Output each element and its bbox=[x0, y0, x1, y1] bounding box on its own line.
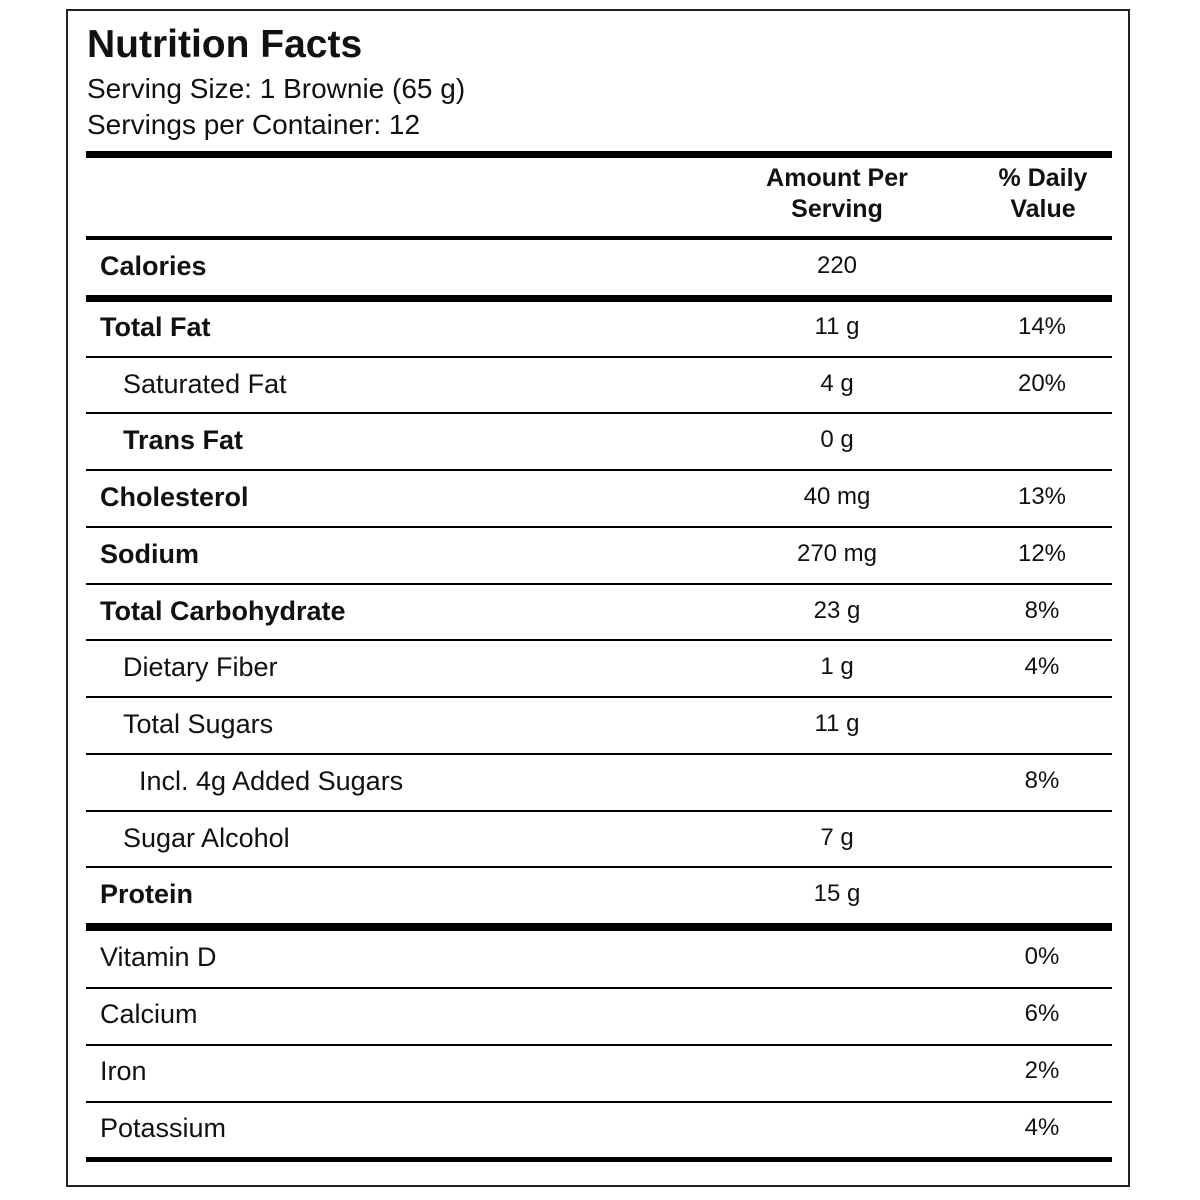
thick-rule-bottom bbox=[86, 1157, 1112, 1162]
nutrient-daily-value: 8% bbox=[1024, 597, 1060, 624]
daily-value-header: % Daily Value bbox=[998, 164, 1088, 223]
nutrient-amount: 0 g bbox=[820, 426, 854, 453]
nutrient-name: Incl. 4g Added Sugars bbox=[139, 766, 404, 796]
nutrient-daily-value: 4% bbox=[1024, 653, 1060, 680]
row-divider bbox=[86, 412, 1112, 414]
nutrient-amount: 40 mg bbox=[803, 483, 871, 510]
nutrient-amount: 15 g bbox=[813, 880, 861, 907]
nutrient-amount: 1 g bbox=[820, 653, 854, 680]
nutrient-name: Trans Fat bbox=[123, 425, 244, 455]
nutrient-daily-value: 2% bbox=[1024, 1057, 1060, 1084]
nutrient-daily-value: 12% bbox=[1017, 540, 1067, 567]
row-divider bbox=[86, 526, 1112, 528]
nutrient-daily-value: 8% bbox=[1024, 767, 1060, 794]
row-divider bbox=[86, 1101, 1112, 1103]
amount-per-serving-header: Amount Per Serving bbox=[766, 164, 908, 223]
nutrient-amount: 270 mg bbox=[796, 540, 878, 567]
nutrient-amount: 11 g bbox=[814, 710, 860, 737]
nutrient-name: Potassium bbox=[100, 1113, 227, 1143]
servings-per-container: Servings per Container: 12 bbox=[87, 109, 421, 140]
nutrient-daily-value: 20% bbox=[1017, 370, 1067, 397]
nutrient-name: Cholesterol bbox=[100, 482, 249, 512]
nutrient-amount: 4 g bbox=[820, 370, 854, 397]
nutrient-daily-value: 13% bbox=[1017, 483, 1067, 510]
serving-size: Serving Size: 1 Brownie (65 g) bbox=[87, 73, 466, 104]
nutrient-daily-value: 4% bbox=[1024, 1114, 1060, 1141]
nutrient-name: Sugar Alcohol bbox=[123, 823, 290, 853]
row-divider bbox=[86, 469, 1112, 471]
nutrient-name: Dietary Fiber bbox=[123, 652, 278, 682]
row-divider bbox=[86, 639, 1112, 641]
nutrient-name: Calcium bbox=[100, 999, 198, 1029]
thick-rule-top bbox=[86, 151, 1112, 158]
nutrient-amount: 11 g bbox=[814, 313, 860, 340]
nutrient-name: Total Carbohydrate bbox=[100, 596, 346, 626]
row-divider bbox=[86, 866, 1112, 868]
nutrient-name: Iron bbox=[100, 1056, 147, 1086]
thick-rule-calories bbox=[86, 295, 1112, 302]
nutrient-name: Calories bbox=[100, 251, 207, 281]
row-divider bbox=[86, 753, 1112, 755]
nutrient-daily-value: 14% bbox=[1017, 313, 1067, 340]
row-divider bbox=[86, 810, 1112, 812]
nutrient-name: Vitamin D bbox=[100, 942, 217, 972]
nutrient-name: Total Sugars bbox=[123, 709, 274, 739]
row-divider bbox=[86, 1044, 1112, 1046]
header-rule bbox=[86, 236, 1112, 240]
nutrient-amount: 7 g bbox=[820, 824, 854, 851]
nutrient-name: Saturated Fat bbox=[123, 369, 287, 399]
row-divider bbox=[86, 696, 1112, 698]
row-divider bbox=[86, 356, 1112, 358]
thick-rule-vitamins bbox=[86, 923, 1112, 931]
nutrient-name: Sodium bbox=[100, 539, 199, 569]
nutrient-amount: 23 g bbox=[813, 597, 861, 624]
nutrient-daily-value: 6% bbox=[1024, 1000, 1060, 1027]
label-title: Nutrition Facts bbox=[87, 23, 363, 66]
nutrient-daily-value: 0% bbox=[1024, 943, 1060, 970]
row-divider bbox=[86, 583, 1112, 585]
nutrient-name: Total Fat bbox=[100, 312, 211, 342]
row-divider bbox=[86, 987, 1112, 989]
nutrient-amount: 220 bbox=[816, 252, 858, 279]
nutrient-name: Protein bbox=[100, 879, 194, 909]
